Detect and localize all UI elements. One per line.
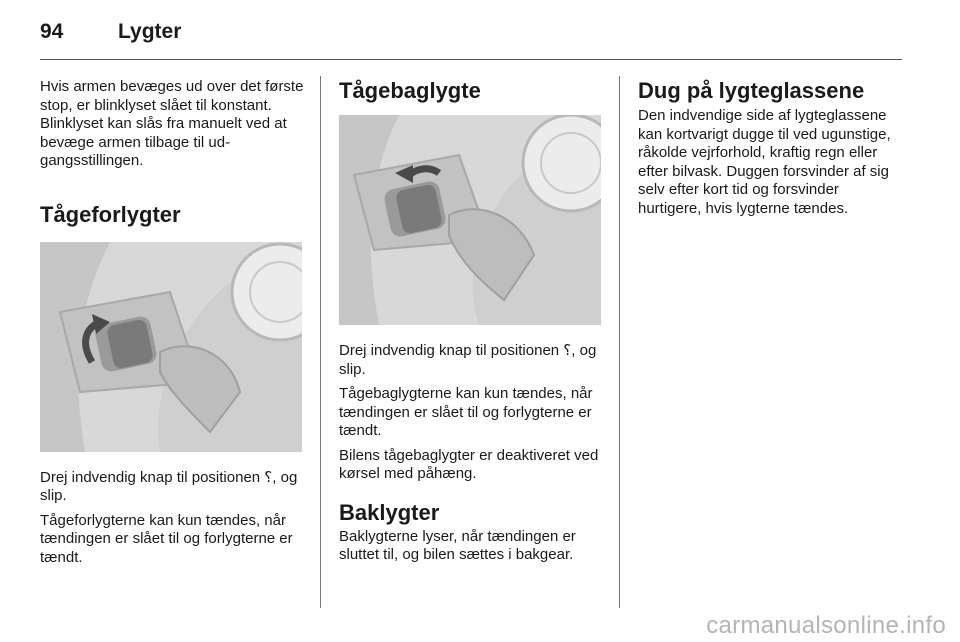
turn-signal-paragraph: Hvis armen bevæges ud over det første stop, er blinklyset slået til konstant. Blinklyset kan slås fra manuelt ved at bevæge armen tilbage til udgangsstillingen.	[40, 78, 304, 169]
rear-fog-trailer-note: Bilens tågebaglygter er deaktiveret ved kørsel med påhæng.	[339, 446, 599, 482]
header-rule	[40, 59, 902, 60]
front-fog-lamp-knob-illustration	[40, 242, 302, 452]
middle-column	[339, 78, 604, 565]
front-fog-instruction: Drej indvendig knap til positionen ⸮, og slip.	[40, 468, 298, 504]
section-title: Lygter	[118, 20, 182, 43]
condensation-heading: Dug på lygteglassene	[638, 78, 865, 103]
condensation-paragraph: Den indvendige side af lygteglassene kan kortvarigt dugge til ved ugunstige, råkolde vejrforhold, kraftig regn eller efter bilvask. Duggen forsvinder af sig selv efter kort tid og forsvinder hurtigere, hvis lygterne tændes.	[638, 107, 891, 217]
page-header	[40, 20, 902, 46]
rear-fog-condition: Tågebaglygterne kan kun tændes, når tændingen er slået til og forlygterne er tændt.	[339, 385, 593, 439]
watermark: carmanualsonline.info	[706, 612, 946, 639]
page-number: 94	[40, 20, 64, 43]
rear-fog-instruction: Drej indvendig knap til positionen ⸮, og slip.	[339, 342, 597, 378]
reversing-lights-heading: Baklygter	[339, 499, 440, 525]
column-divider	[320, 76, 321, 608]
rear-fog-heading: Tågebaglygte	[339, 78, 481, 103]
column-divider	[619, 76, 620, 608]
left-column	[40, 78, 305, 567]
front-fog-heading: Tågeforlygter	[40, 201, 181, 227]
right-column	[638, 78, 902, 218]
front-fog-condition: Tågeforlygterne kan kun tændes, når tændingen er slået til og forlygterne er tændt.	[40, 511, 293, 566]
rear-fog-lamp-knob-illustration	[339, 115, 601, 325]
reversing-lights-paragraph: Baklygterne lyser, når tændingen er sluttet til, og bilen sættes i bakgear.	[339, 527, 576, 563]
